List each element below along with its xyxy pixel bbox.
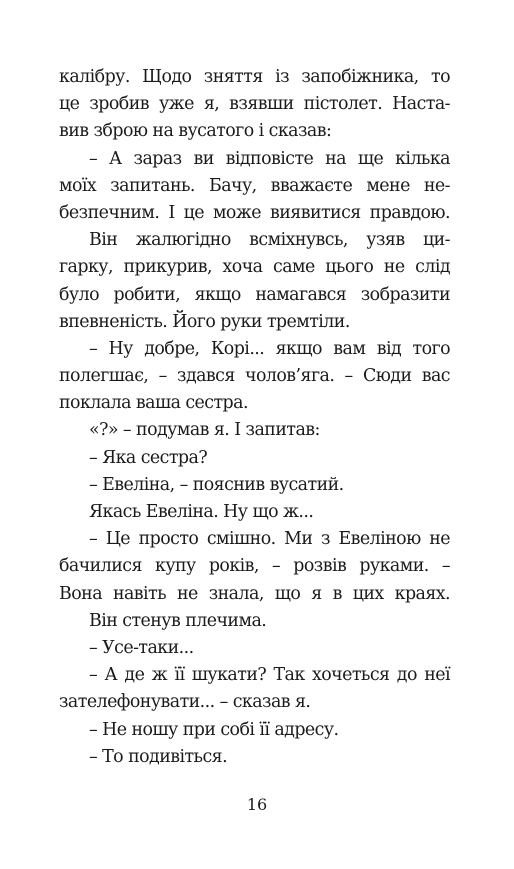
text-line: гарку, прикурив, хоча саме цього не слід bbox=[59, 257, 450, 278]
text-line: це зробив уже я, взявши пістолет. Наста- bbox=[59, 94, 450, 115]
text-line: поклала ваша сестра. bbox=[59, 393, 248, 414]
text-line: «?» – подумав я. І запитав: bbox=[89, 420, 320, 441]
text-line: Якась Евеліна. Ну що ж... bbox=[89, 502, 314, 522]
text-line: моїх запитань. Бачу, вважаєте мене не- bbox=[59, 175, 450, 196]
text-line: калібру. Щодо зняття із запобіжника, то bbox=[59, 67, 450, 87]
text-line: бачилися купу років, – розвів руками. – bbox=[59, 556, 450, 577]
text-line: – Ну добре, Корі... якщо вам від того bbox=[89, 338, 450, 359]
text-line: – То подивіться. bbox=[89, 746, 228, 767]
text-line: полегшає, – здався чолов’яга. – Сюди вас bbox=[59, 366, 450, 387]
text-line: – Яка сестра? bbox=[89, 447, 208, 468]
text-line: було робити, якщо намагався зобразити bbox=[59, 284, 450, 305]
text-line: – А зараз ви відповісте на ще кілька bbox=[89, 148, 450, 169]
text-line: – Це просто смішно. Ми з Евеліною не bbox=[89, 529, 450, 550]
text-line: зателефонувати... – сказав я. bbox=[59, 692, 311, 713]
text-line: Вона навіть не знала, що я в цих краях. bbox=[59, 583, 450, 604]
text-line: Він стенув плечима. bbox=[89, 610, 267, 631]
page-text-body bbox=[59, 64, 450, 771]
text-line: – А де ж її шукати? Так хочеться до неї bbox=[89, 665, 450, 686]
text-line: – Не ношу при собі її адресу. bbox=[89, 719, 339, 740]
text-line: безпечним. І це може виявитися правдою. bbox=[59, 202, 450, 223]
page-number: 16 bbox=[246, 795, 268, 814]
text-line: – Усе-таки... bbox=[89, 637, 194, 658]
text-line: Він жалюгідно всміхнувсь, узяв ци- bbox=[89, 230, 450, 251]
text-line: впевненість. Його руки тремтіли. bbox=[59, 311, 350, 332]
text-line: вив зброю на вусатого і сказав: bbox=[59, 121, 332, 142]
text-line: – Евеліна, – пояснив вусатий. bbox=[89, 474, 344, 495]
